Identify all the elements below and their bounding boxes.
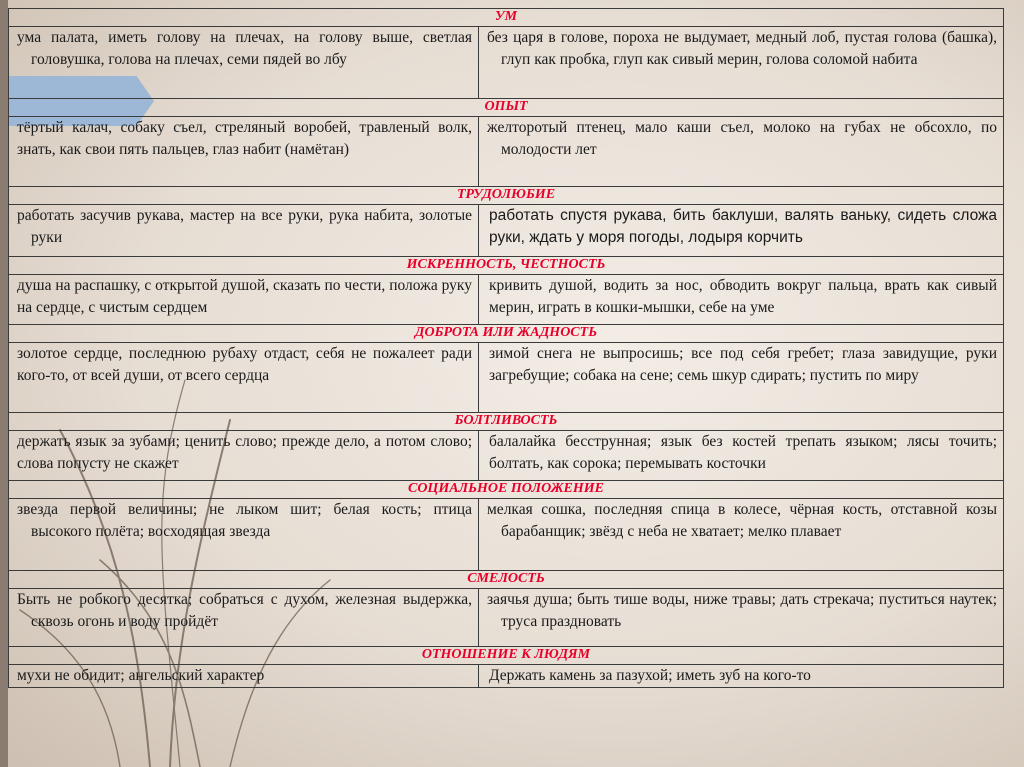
left-accent-bar: [0, 0, 8, 767]
cell-socialnoe-negative: мелкая сошка, последняя спица в колесе, чёрная кость, отставной козы барабанщик; звёзд с неба не хватает; мелко плавает: [479, 499, 1004, 571]
cell-um-negative: без царя в голове, пороха не выдумает, медный лоб, пустая голова (башка), глуп как пробка, глуп как сивый мерин, голова соломой набита: [479, 27, 1004, 99]
cell-smelost-negative: заячья душа; быть тише воды, ниже травы; дать стрекача; пуститься наутек; труса праздновать: [479, 589, 1004, 647]
section-header-otnoshenie: ОТНОШЕНИЕ К ЛЮДЯМ: [9, 647, 1004, 665]
cell-dobrota-negative: зимой снега не выпросишь; все под себя гребет; глаза завидущие, руки загребущие; собака на сене; семь шкур сдирать; пустить по миру: [479, 343, 1004, 413]
cell-opyt-positive: тёртый калач, собаку съел, стреляный воробей, травленый волк, знать, как свои пять пальцев, глаз набит (намётан): [9, 117, 479, 187]
cell-opyt-negative: желторотый птенец, мало каши съел, молоко на губах не обсохло, по молодости лет: [479, 117, 1004, 187]
section-header-smelost: СМЕЛОСТЬ: [9, 571, 1004, 589]
section-header-opyt: ОПЫТ: [9, 99, 1004, 117]
cell-otnoshenie-negative: Держать камень за пазухой; иметь зуб на кого-то: [479, 665, 1004, 688]
cell-socialnoe-positive: звезда первой величины; не лыком шит; белая кость; птица высокого полёта; восходящая звезда: [9, 499, 479, 571]
cell-boltlivost-positive: держать язык за зубами; ценить слово; прежде дело, а потом слово; слова попусту не скажет: [9, 431, 479, 481]
section-header-socialnoe: СОЦИАЛЬНОЕ ПОЛОЖЕНИЕ: [9, 481, 1004, 499]
cell-trudolyubie-positive: работать засучив рукава, мастер на все руки, рука набита, золотые руки: [9, 205, 479, 257]
cell-boltlivost-negative: балалайка бесструнная; язык без костей трепать языком; лясы точить; болтать, как сорока; перемывать косточки: [479, 431, 1004, 481]
section-header-um: УМ: [9, 9, 1004, 27]
phraseology-table: [8, 8, 1004, 688]
section-header-trudolyubie: ТРУДОЛЮБИЕ: [9, 187, 1004, 205]
cell-um-positive: ума палата, иметь голову на плечах, на голову выше, светлая головушка, голова на плечах, семи пядей во лбу: [9, 27, 479, 99]
section-header-dobrota: ДОБРОТА ИЛИ ЖАДНОСТЬ: [9, 325, 1004, 343]
cell-smelost-positive: Быть не робкого десятка; собраться с духом, железная выдержка, сквозь огонь и воду пройдёт: [9, 589, 479, 647]
cell-dobrota-positive: золотое сердце, последнюю рубаху отдаст, себя не пожалеет ради кого-то, от всей души, от всего сердца: [9, 343, 479, 413]
cell-iskrennost-negative: кривить душой, водить за нос, обводить вокруг пальца, врать как сивый мерин, играть в кошки-мышки, себе на уме: [479, 275, 1004, 325]
cell-iskrennost-positive: душа на распашку, с открытой душой, сказать по чести, положа руку на сердце, с чистым сердцем: [9, 275, 479, 325]
cell-trudolyubie-negative: работать спустя рукава, бить баклуши, валять ваньку, сидеть сложа руки, ждать у моря погоды, лодыря корчить: [479, 205, 1004, 257]
cell-otnoshenie-positive: мухи не обидит; ангельский характер: [9, 665, 479, 688]
section-header-boltlivost: БОЛТЛИВОСТЬ: [9, 413, 1004, 431]
section-header-iskrennost: ИСКРЕННОСТЬ, ЧЕСТНОСТЬ: [9, 257, 1004, 275]
